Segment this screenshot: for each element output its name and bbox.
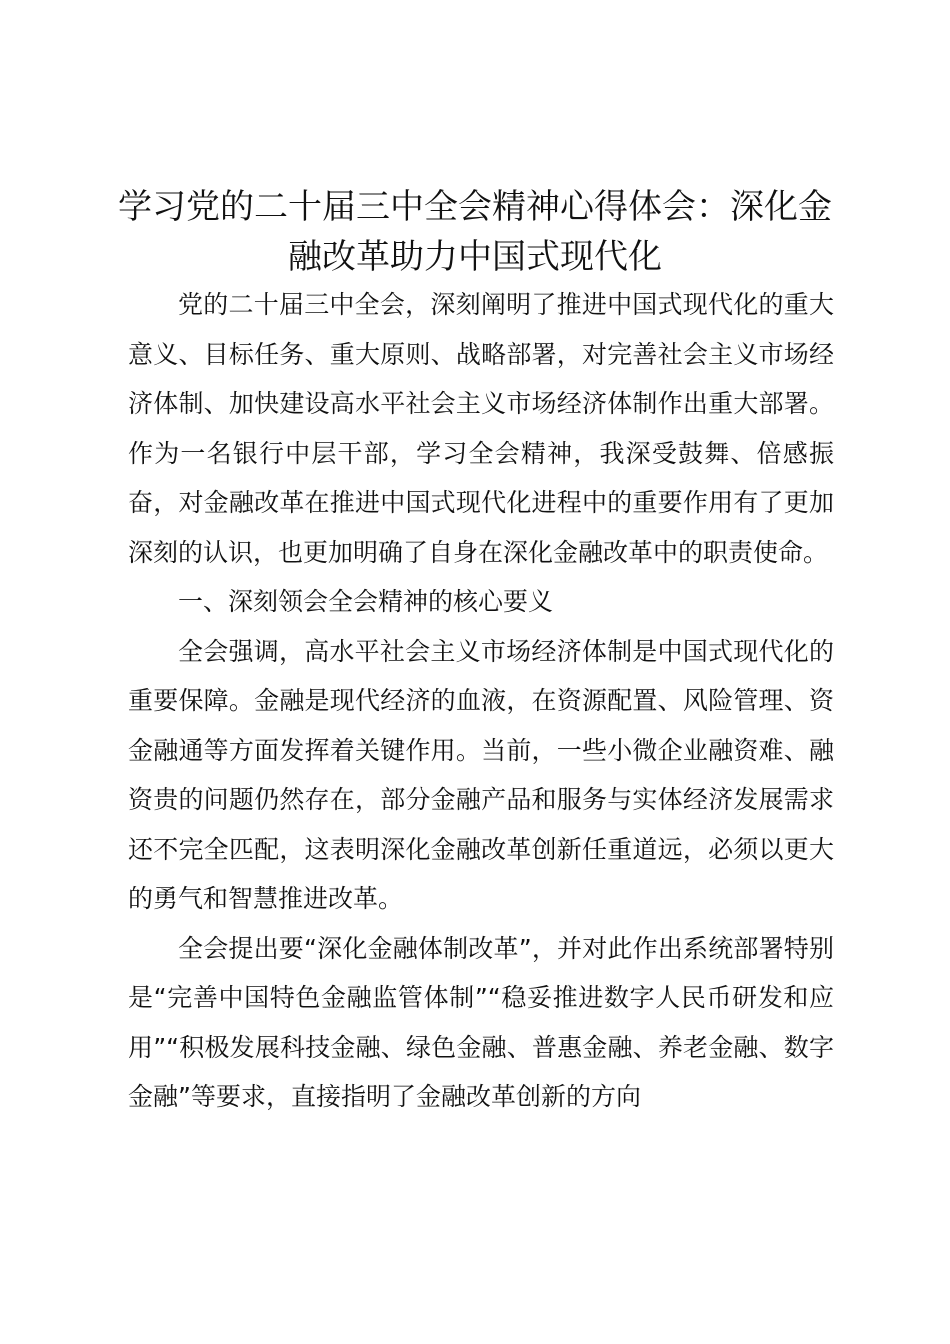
section-heading-1: 一、深刻领会全会精神的核心要义 xyxy=(178,587,554,616)
document-body xyxy=(128,280,834,1122)
paragraph-intro: 党的二十届三中全会，深刻阐明了推进中国式现代化的重大意义、目标任务、重大原则、战略部署，对完善社会主义市场经济体制、加快建设高水平社会主义市场经济体制作出重大部署。作为一名银行中层干部，学习全会精神，我深受鼓舞、倍感振奋，对金融改革在推进中国式现代化进程中的重要作用有了更加深刻的认识，也更加明确了自身在深化金融改革中的职责使命。 xyxy=(128,290,834,567)
paragraph-section-1-a: 全会强调，高水平社会主义市场经济体制是中国式现代化的重要保障。金融是现代经济的血液，在资源配置、风险管理、资金融通等方面发挥着关键作用。当前，一些小微企业融资难、融资贵的问题仍然存在，部分金融产品和服务与实体经济发展需求还不完全匹配，这表明深化金融改革创新任重道远，必须以更大的勇气和智慧推进改革。 xyxy=(128,636,834,913)
document-title: 学习党的二十届三中全会精神心得体会：深化金融改革助力中国式现代化 xyxy=(118,187,832,277)
paragraph-section-1-b: 全会提出要“深化金融体制改革”，并对此作出系统部署特别是“完善中国特色金融监管体制”“稳妥推进数字人民币研发和应用”“积极发展科技金融、绿色金融、普惠金融、养老金融、数字金融”等要求，直接指明了金融改革创新的方向 xyxy=(128,933,834,1111)
